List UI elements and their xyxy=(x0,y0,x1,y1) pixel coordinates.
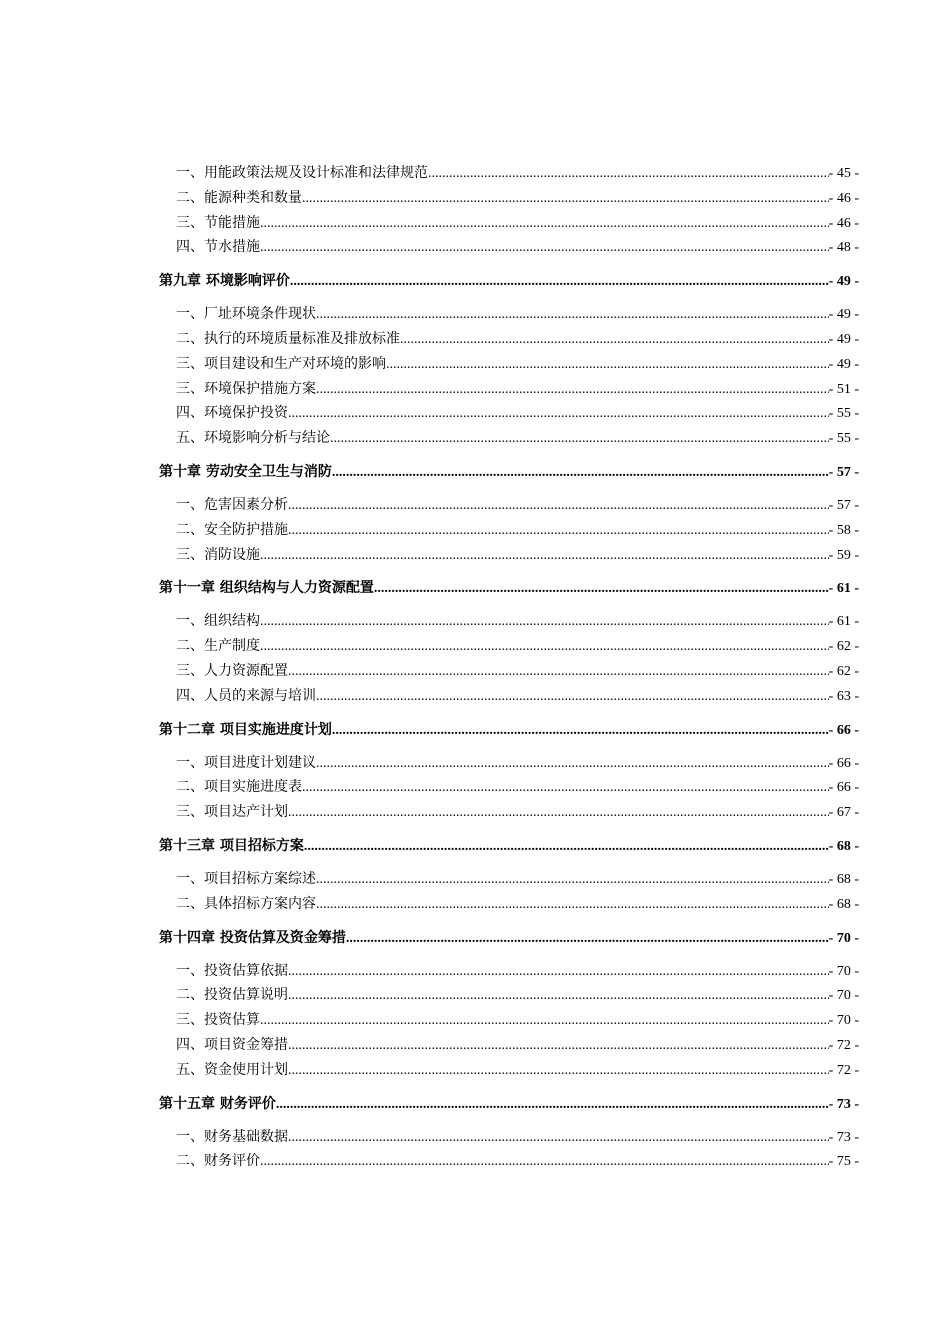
toc-section-entry[interactable] xyxy=(159,497,859,522)
toc-page-number: - 70 - xyxy=(828,1013,859,1029)
toc-section-entry[interactable] xyxy=(159,871,859,896)
toc-page-number: - 48 - xyxy=(828,240,859,256)
dot-leader xyxy=(374,580,829,597)
toc-entry-title: 二、生产制度 xyxy=(176,638,260,655)
dot-leader xyxy=(288,987,829,1004)
toc-entry-title: 二、项目实施进度表 xyxy=(176,779,302,796)
dot-leader xyxy=(346,930,829,947)
dot-leader xyxy=(332,464,829,481)
dot-leader xyxy=(288,405,829,422)
toc-page-number: - 57 - xyxy=(828,464,859,480)
toc-entry-title: 二、具体招标方案内容 xyxy=(176,895,316,912)
toc-chapter-entry[interactable] xyxy=(159,464,859,488)
toc-page-number: - 51 - xyxy=(828,381,859,397)
toc-section-entry[interactable] xyxy=(159,896,859,921)
toc-page-number: - 66 - xyxy=(828,722,859,738)
toc-entry-title: 一、用能政策法规及设计标准和法律规范 xyxy=(176,165,428,181)
toc-section-entry[interactable] xyxy=(159,430,859,455)
toc-page-number: - 49 - xyxy=(828,331,859,347)
toc-entry-title: 一、厂址环境条件现状 xyxy=(176,306,316,323)
dot-leader xyxy=(288,804,829,821)
toc-section-entry[interactable] xyxy=(159,356,859,381)
toc-entry-title: 三、节能措施 xyxy=(176,214,260,231)
toc-entry-title: 三、消防设施 xyxy=(176,546,260,563)
toc-page-number: - 70 - xyxy=(828,930,859,946)
dot-leader xyxy=(260,638,829,655)
toc-page-number: - 66 - xyxy=(828,780,859,796)
dot-leader xyxy=(260,613,829,630)
toc-chapter-entry[interactable] xyxy=(159,273,859,297)
toc-section-entry[interactable] xyxy=(159,688,859,713)
toc-page-number: - 57 - xyxy=(828,497,859,513)
toc-entry-title: 二、投资估算说明 xyxy=(176,987,288,1004)
toc-chapter-entry[interactable] xyxy=(159,930,859,954)
dot-leader xyxy=(260,1153,829,1170)
dot-leader xyxy=(386,356,829,373)
dot-leader xyxy=(288,663,829,680)
toc-page-number: - 61 - xyxy=(828,581,859,597)
toc-entry-title: 第十章 劳动安全卫生与消防 xyxy=(159,463,332,480)
toc-entry-title: 第十四章 投资估算及资金筹措 xyxy=(159,929,346,946)
dot-leader xyxy=(400,331,829,348)
toc-page-number: - 67 - xyxy=(828,805,859,821)
dot-leader xyxy=(330,430,829,447)
toc-entry-title: 五、资金使用计划 xyxy=(176,1061,288,1078)
toc-section-entry[interactable] xyxy=(159,405,859,430)
toc-entry-title: 三、投资估算 xyxy=(176,1012,260,1029)
toc-entry-title: 一、危害因素分析 xyxy=(176,496,288,513)
toc-page-number: - 68 - xyxy=(828,896,859,912)
toc-section-entry[interactable] xyxy=(159,331,859,356)
toc-section-entry[interactable] xyxy=(159,779,859,804)
toc-entry-title: 一、项目进度计划建议 xyxy=(176,754,316,771)
toc-section-entry[interactable] xyxy=(159,755,859,780)
toc-entry-title: 一、投资估算依据 xyxy=(176,962,288,979)
dot-leader xyxy=(316,755,829,772)
dot-leader xyxy=(316,688,829,705)
toc-page-number: - 70 - xyxy=(828,988,859,1004)
toc-page-number: - 58 - xyxy=(828,522,859,538)
dot-leader xyxy=(260,215,829,232)
toc-section-entry[interactable] xyxy=(159,547,859,572)
dot-leader xyxy=(316,896,829,913)
dot-leader xyxy=(316,381,829,398)
toc-entry-title: 三、环境保护措施方案 xyxy=(176,380,316,397)
toc-section-entry[interactable] xyxy=(159,963,859,988)
toc-section-entry[interactable] xyxy=(159,306,859,331)
dot-leader xyxy=(290,273,829,290)
toc-page-number: - 49 - xyxy=(828,307,859,323)
toc-entry-title: 第十二章 项目实施进度计划 xyxy=(159,721,332,738)
toc-entry-title: 二、执行的环境质量标准及排放标准 xyxy=(176,330,400,347)
toc-page-number: - 46 - xyxy=(828,215,859,231)
toc-entry-title: 四、项目资金筹措 xyxy=(176,1036,288,1053)
toc-chapter-entry[interactable] xyxy=(159,580,859,604)
toc-entry-title: 三、人力资源配置 xyxy=(176,662,288,679)
table-of-contents xyxy=(159,165,859,1178)
toc-section-entry[interactable] xyxy=(159,804,859,829)
dot-leader xyxy=(260,1012,829,1029)
toc-section-entry[interactable] xyxy=(159,1153,859,1178)
toc-page-number: - 62 - xyxy=(828,663,859,679)
dot-leader xyxy=(260,547,829,564)
toc-page-number: - 75 - xyxy=(828,1154,859,1170)
dot-leader xyxy=(288,1062,829,1079)
toc-page-number: - 70 - xyxy=(828,963,859,979)
toc-page-number: - 59 - xyxy=(828,547,859,563)
dot-leader xyxy=(302,779,829,796)
toc-section-entry[interactable] xyxy=(159,987,859,1012)
toc-section-entry[interactable] xyxy=(159,1062,859,1087)
toc-section-entry[interactable] xyxy=(159,381,859,406)
toc-page-number: - 45 - xyxy=(828,166,859,181)
toc-page-number: - 66 - xyxy=(828,755,859,771)
toc-section-entry[interactable] xyxy=(159,215,859,240)
dot-leader xyxy=(304,838,829,855)
toc-entry-title: 二、财务评价 xyxy=(176,1153,260,1170)
dot-leader xyxy=(316,306,829,323)
toc-section-entry[interactable] xyxy=(159,1129,859,1154)
toc-chapter-entry[interactable] xyxy=(159,1096,859,1120)
toc-page-number: - 73 - xyxy=(828,1096,859,1112)
toc-entry-title: 一、组织结构 xyxy=(176,613,260,630)
toc-section-entry[interactable] xyxy=(159,239,859,264)
toc-entry-title: 第十三章 项目招标方案 xyxy=(159,837,304,854)
toc-entry-title: 一、财务基础数据 xyxy=(176,1128,288,1145)
toc-page-number: - 62 - xyxy=(828,639,859,655)
toc-chapter-entry[interactable] xyxy=(159,838,859,862)
dot-leader xyxy=(288,963,829,980)
toc-entry-title: 四、环境保护投资 xyxy=(176,405,288,422)
toc-page-number: - 68 - xyxy=(828,871,859,887)
toc-page-number: - 73 - xyxy=(828,1129,859,1145)
dot-leader xyxy=(332,722,829,739)
toc-entry-title: 第十五章 财务评价 xyxy=(159,1095,276,1112)
dot-leader xyxy=(316,871,829,888)
dot-leader xyxy=(260,239,829,256)
dot-leader xyxy=(428,165,829,182)
toc-page-number: - 46 - xyxy=(828,190,859,206)
toc-page-number: - 55 - xyxy=(828,406,859,422)
toc-section-entry[interactable] xyxy=(159,190,859,215)
toc-section-entry[interactable] xyxy=(159,1037,859,1062)
toc-entry-title: 三、项目建设和生产对环境的影响 xyxy=(176,355,386,372)
toc-page-number: - 72 - xyxy=(828,1037,859,1053)
toc-entry-title: 二、能源种类和数量 xyxy=(176,189,302,206)
toc-entry-title: 四、人员的来源与培训 xyxy=(176,687,316,704)
toc-section-entry[interactable] xyxy=(159,1012,859,1037)
toc-section-entry[interactable] xyxy=(159,638,859,663)
toc-page-number: - 68 - xyxy=(828,838,859,854)
dot-leader xyxy=(288,522,829,539)
dot-leader xyxy=(302,190,829,207)
toc-entry-title: 第九章 环境影响评价 xyxy=(159,273,290,290)
dot-leader xyxy=(276,1096,829,1113)
toc-section-entry[interactable] xyxy=(159,663,859,688)
dot-leader xyxy=(288,1129,829,1146)
toc-page-number: - 49 - xyxy=(828,356,859,372)
toc-page-number: - 49 - xyxy=(828,274,859,290)
toc-page-number: - 72 - xyxy=(828,1062,859,1078)
toc-entry-title: 二、安全防护措施 xyxy=(176,521,288,538)
dot-leader xyxy=(288,497,829,514)
toc-entry-title: 三、项目达产计划 xyxy=(176,804,288,821)
toc-entry-title: 第十一章 组织结构与人力资源配置 xyxy=(159,580,374,597)
dot-leader xyxy=(288,1037,829,1054)
toc-section-entry[interactable] xyxy=(159,522,859,547)
toc-entry-title: 四、节水措施 xyxy=(176,239,260,256)
toc-page-number: - 63 - xyxy=(828,688,859,704)
toc-section-entry[interactable] xyxy=(159,165,859,190)
toc-chapter-entry[interactable] xyxy=(159,722,859,746)
toc-entry-title: 一、项目招标方案综述 xyxy=(176,870,316,887)
toc-entry-title: 五、环境影响分析与结论 xyxy=(176,430,330,447)
toc-section-entry[interactable] xyxy=(159,613,859,638)
toc-page-number: - 61 - xyxy=(828,614,859,630)
toc-page-number: - 55 - xyxy=(828,431,859,447)
